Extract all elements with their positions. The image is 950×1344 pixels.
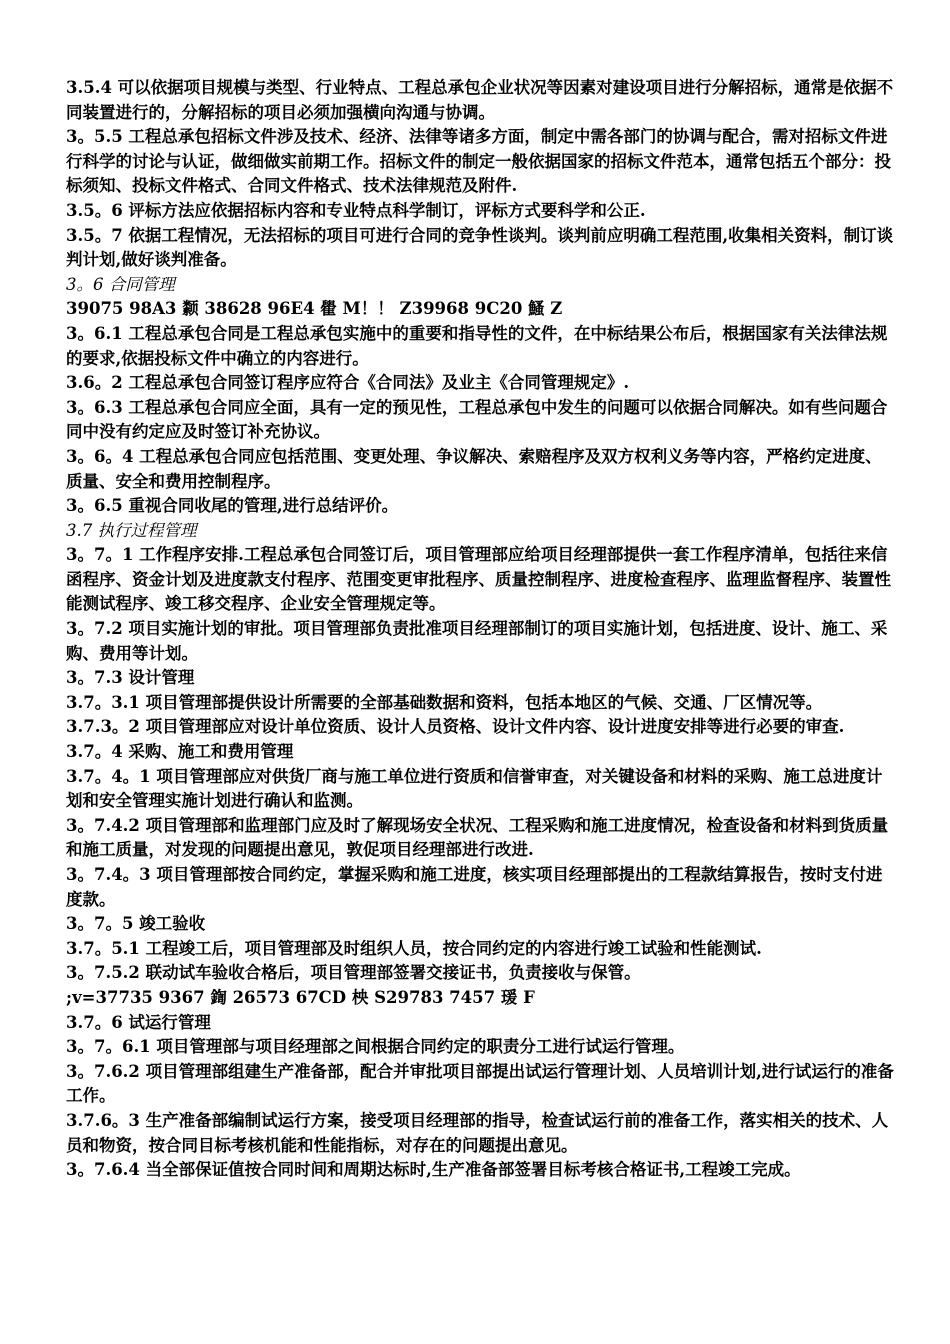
paragraph-3-7-2: 3。7.2 项目实施计划的审批。项目管理部负责批准项目经理部制订的项目实施计划，包括进度、设计、施工、采购、费用等计划。 [66,619,888,663]
paragraph-3-6-5: 3。6.5 重视合同收尾的管理,进行总结评价。 [66,496,399,516]
paragraph-3-5-5: 3。5.5 工程总承包招标文件涉及技术、经济、法律等诸多方面，制定中需各部门的协调与配合，需对招标文件进行科学的讨论与认证，做细做实前期工作。招标文件的制定一般依据国家的招标文件范本，通常包括五个部分：投标须知、投标文件格式、合同文件格式、技术法律规范及附件. [66,127,891,196]
section-heading-3-6: 3。6 合同管理 [66,274,175,294]
paragraph-3-7-5-2: 3。7.5.2 联动试车验收合格后，项目管理部签署交接证书，负责接收与保管。 [66,963,641,983]
paragraph-3-7-1: 3。7。1 工作程序安排.工程总承包合同签订后，项目管理部应给项目经理部提供一套工作程序清单，包括往来信函程序、资金计划及进度款支付程序、范围变更审批程序、质量控制程序、进度检查程序、监理监督程序、装置性能测试程序、竣工移交程序、企业安全管理规定等。 [66,545,891,614]
paragraph-3-7-4-1: 3.7。4。1 项目管理部应对供货厂商与施工单位进行资质和信誉审查，对关键设备和材料的采购、施工总进度计划和安全管理实施计划进行确认和监测。 [66,766,883,811]
paragraph-3-6-2: 3.6。2 工程总承包合同签订程序应符合《合同法》及业主《合同管理规定》. [66,373,630,393]
paragraph-3-7-6-3: 3.7.6。3 生产准备部编制试运行方案，接受项目经理部的指导，检查试运行前的准备工作，落实相关的技术、人员和物资，按合同目标考核机能和性能指标，对存在的问题提出意见。 [66,1110,889,1155]
paragraph-3-7-6-1: 3。7。6.1 项目管理部与项目经理部之间根据合同约定的职责分工进行试运行管理。 [66,1037,685,1057]
paragraph-3-7-3-1: 3.7。3.1 项目管理部提供设计所需要的全部基础数据和资料，包括本地区的气候、交通、厂区情况等。 [66,692,823,712]
paragraph-3-6-1: 3。6.1 工程总承包合同是工程总承包实施中的重要和指导性的文件，在中标结果公布后，根据国家有关法律法规的要求,依据投标文件中确立的内容进行。 [66,323,888,368]
paragraph-3-7-5-1: 3.7。5.1 工程竣工后，项目管理部及时组织人员，按合同约定的内容进行竣工试验和性能测试. [66,938,762,958]
paragraph-3-7-4-3: 3。7.4。3 项目管理部按合同约定，掌握采购和施工进度，核实项目经理部提出的工程款结算报告，按时支付进度款。 [66,865,883,909]
document-body [66,76,896,1183]
paragraph-3-5-4: 3.5.4 可以依据项目规模与类型、行业特点、工程总承包企业状况等因素对建设项目进行分解招标，通常是依据不同装置进行的，分解招标的项目必须加强横向沟通与协调。 [66,78,894,122]
subheading-3-7-3: 3。7.3 设计管理 [66,668,195,688]
subheading-3-7-6: 3.7。6 试运行管理 [66,1012,211,1032]
paragraph-3-5-6: 3.5。6 评标方法应依据招标内容和专业特点科学制订，评标方式要科学和公正. [66,200,646,220]
garbled-code-line-2: ;v=37735 9367 鍧 26573 67CD 柍 S29783 7457 瑗 F [66,987,535,1007]
paragraph-3-7-3-2: 3.7.3。2 项目管理部应对设计单位资质、设计人员资格、设计文件内容、设计进度安排等进行必要的审查. [66,717,845,737]
paragraph-3-6-3: 3。6.3 工程总承包合同应全面，具有一定的预见性，工程总承包中发生的问题可以依据合同解决。如有些问题合同中没有约定应及时签订补充协议。 [66,397,888,442]
paragraph-3-7-6-4: 3。7.6.4 当全部保证值按合同时间和周期达标时,生产准备部签署目标考核合格证书,工程竣工完成。 [66,1160,801,1180]
paragraph-3-6-4: 3。6。4 工程总承包合同应包括范围、变更处理、争议解决、索赔程序及双方权利义务等内容，严格约定进度、质量、安全和费用控制程序。 [66,446,882,491]
section-heading-3-7: 3.7 执行过程管理 [66,520,197,540]
garbled-code-line-1: 39075 98A3 颣 38628 96E4 雤 M！！ Z39968 9C20 鰠 Z [66,299,563,319]
subheading-3-7-4: 3.7。4 采购、施工和费用管理 [66,742,294,762]
paragraph-3-7-6-2: 3。7.6.2 项目管理部组建生产准备部，配合并审批项目部提出试运行管理计划、人员培训计划,进行试运行的准备工作。 [66,1061,894,1106]
subheading-3-7-5: 3。7。5 竣工验收 [66,914,206,934]
paragraph-3-7-4-2: 3。7.4.2 项目管理部和监理部门应及时了解现场安全状况、工程采购和施工进度情况，检查设备和材料到货质量和施工质量，对发现的问题提出意见，敦促项目经理部进行改进. [66,815,889,860]
paragraph-3-5-7: 3.5。7 依据工程情况，无法招标的项目可进行合同的竞争性谈判。谈判前应明确工程范围,收集相关资料，制订谈判计划,做好谈判准备。 [66,225,894,270]
